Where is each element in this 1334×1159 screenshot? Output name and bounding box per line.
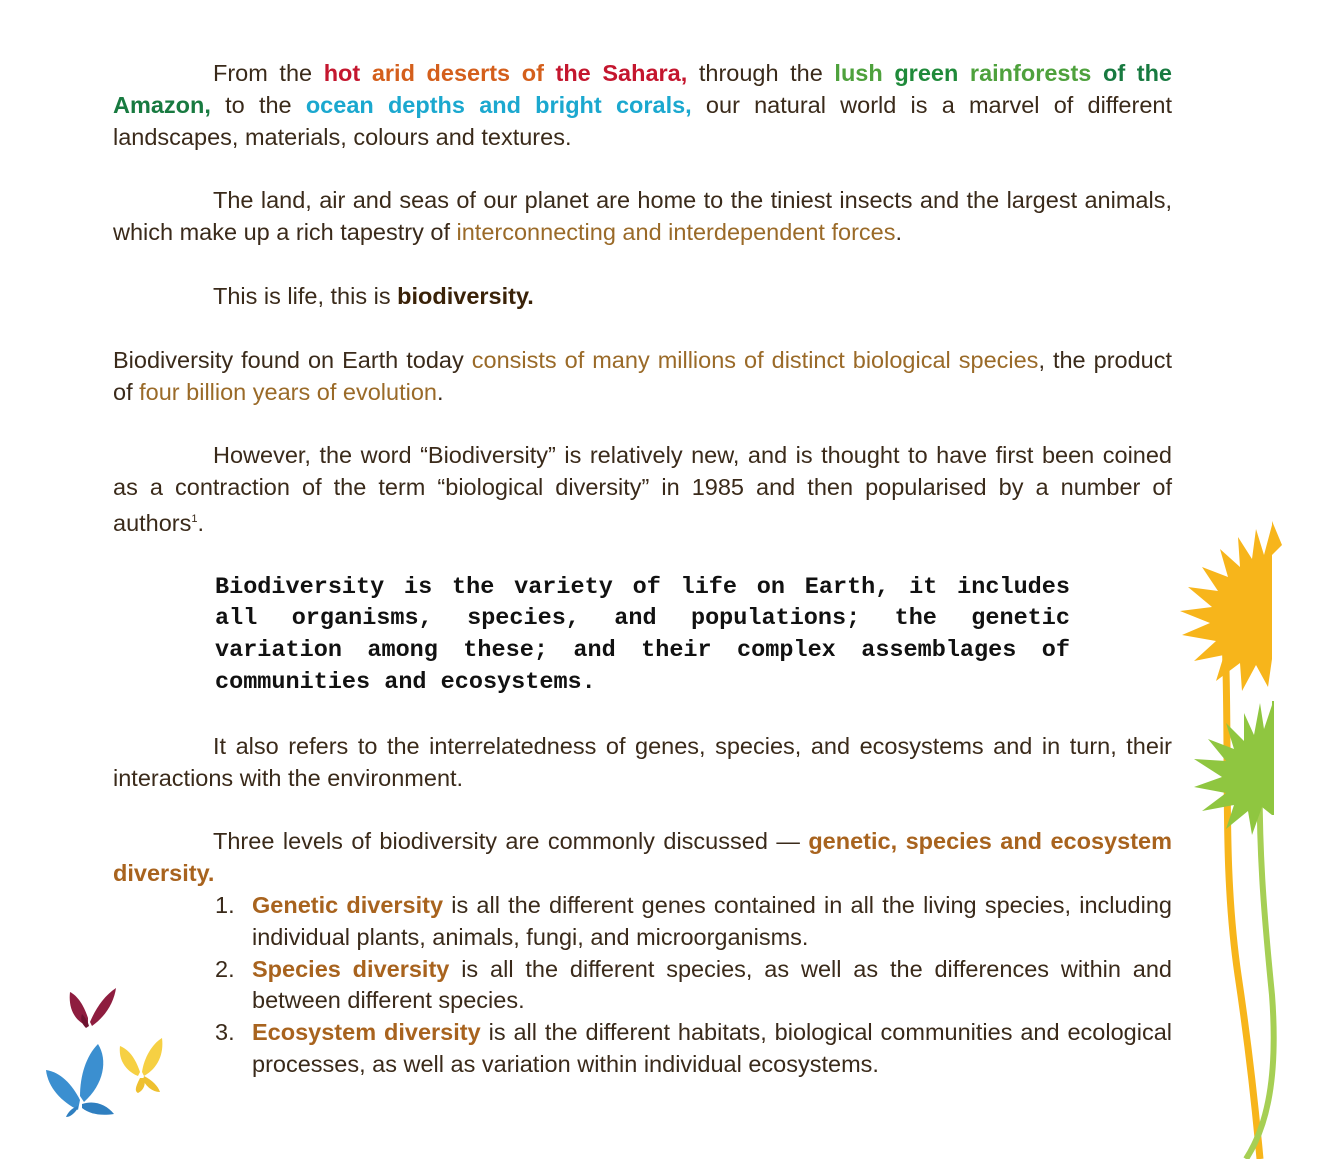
highlight-levels: genetic, species and ecosystem diversity. bbox=[113, 828, 1172, 887]
text: , the product of bbox=[113, 346, 1173, 405]
list-description: is all the different habitats, biological communities and ecological processes, as well as variation within individual ecosystems. bbox=[252, 1019, 1172, 1077]
paragraph-tapestry bbox=[113, 185, 1172, 249]
document-body bbox=[113, 58, 1172, 1081]
text: . bbox=[436, 378, 444, 405]
highlight-sahara: the Sahara, bbox=[555, 60, 688, 86]
list-number: 2. bbox=[215, 955, 235, 982]
text: Biodiversity found on Earth today bbox=[113, 346, 472, 373]
list-item bbox=[113, 1017, 1172, 1081]
list-term: Ecosystem diversity bbox=[252, 1019, 481, 1046]
list-term: Genetic diversity bbox=[252, 891, 444, 918]
text: From the bbox=[213, 60, 324, 86]
butterfly-yellow-icon bbox=[116, 1036, 166, 1094]
highlight-biodiversity: biodiversity. bbox=[397, 282, 534, 309]
list-number: 3. bbox=[215, 1019, 235, 1046]
butterfly-blue-icon bbox=[44, 1040, 116, 1118]
footnote-marker: 1 bbox=[191, 512, 198, 525]
highlight-millions-species: consists of many millions of distinct biological species bbox=[471, 346, 1039, 373]
highlight-green: green bbox=[894, 60, 959, 86]
list-description: is all the different genes contained in all the living species, including individual plants, animals, fungi, and microorganisms. bbox=[252, 891, 1172, 950]
highlight-ocean: ocean depths and bright corals, bbox=[305, 91, 692, 118]
list-item bbox=[113, 890, 1172, 954]
paragraph-three-levels bbox=[113, 826, 1172, 890]
text: This is life, this is bbox=[213, 282, 398, 309]
paragraph-interrelatedness: It also refers to the interrelatedness of genes, species, and ecosystems and in turn, their interactions with the environment. bbox=[113, 732, 1172, 791]
text: . bbox=[197, 509, 205, 536]
list-number: 1. bbox=[215, 891, 235, 918]
highlight-evolution: four billion years of evolution bbox=[139, 378, 437, 405]
highlight-rainforests: rainforests bbox=[969, 60, 1092, 86]
highlight-forces: interconnecting and interdependent forces bbox=[456, 219, 896, 246]
highlight-amazon: of the Amazon, bbox=[113, 60, 1173, 118]
text: Three levels of biodiversity are commonly discussed — bbox=[213, 828, 809, 855]
highlight-arid-deserts: arid deserts of bbox=[371, 60, 544, 86]
highlight-lush: lush bbox=[834, 60, 883, 86]
text: However, the word “Biodiversity” is relatively new, and is thought to have first been coined as a contraction of the term “biological diversity” in 1985 and then popularised by a number of authors bbox=[113, 442, 1172, 536]
list-term: Species diversity bbox=[252, 955, 450, 982]
text: to the bbox=[210, 91, 306, 118]
text: our natural world is a marvel of different landscapes, materials, colours and textures. bbox=[113, 91, 1172, 150]
highlight-hot: hot bbox=[323, 60, 361, 86]
paragraph-species-count bbox=[113, 345, 1172, 409]
list-item bbox=[113, 954, 1172, 1018]
diversity-levels-list bbox=[113, 890, 1172, 1081]
definition-quote: Biodiversity is the variety of life on Earth, it includes all organisms, species, and populations; the genetic variation among these; and their complex assemblages of communities and ecosystems. bbox=[215, 573, 1070, 696]
text: . bbox=[895, 219, 903, 246]
list-description: is all the different species, as well as the differences within and between different species. bbox=[252, 955, 1172, 1014]
paragraph-intro bbox=[113, 58, 1172, 153]
paragraph-this-is-life bbox=[113, 281, 1172, 313]
text: The land, air and seas of our planet are home to the tiniest insects and the largest animals, which make up a rich tapestry of bbox=[113, 187, 1172, 246]
paragraph-word-origin bbox=[113, 440, 1172, 539]
butterfly-red-icon bbox=[62, 982, 120, 1032]
flowers-illustration bbox=[1160, 515, 1334, 1159]
orange-flower-icon bbox=[1180, 521, 1282, 691]
text: through the bbox=[687, 60, 835, 86]
